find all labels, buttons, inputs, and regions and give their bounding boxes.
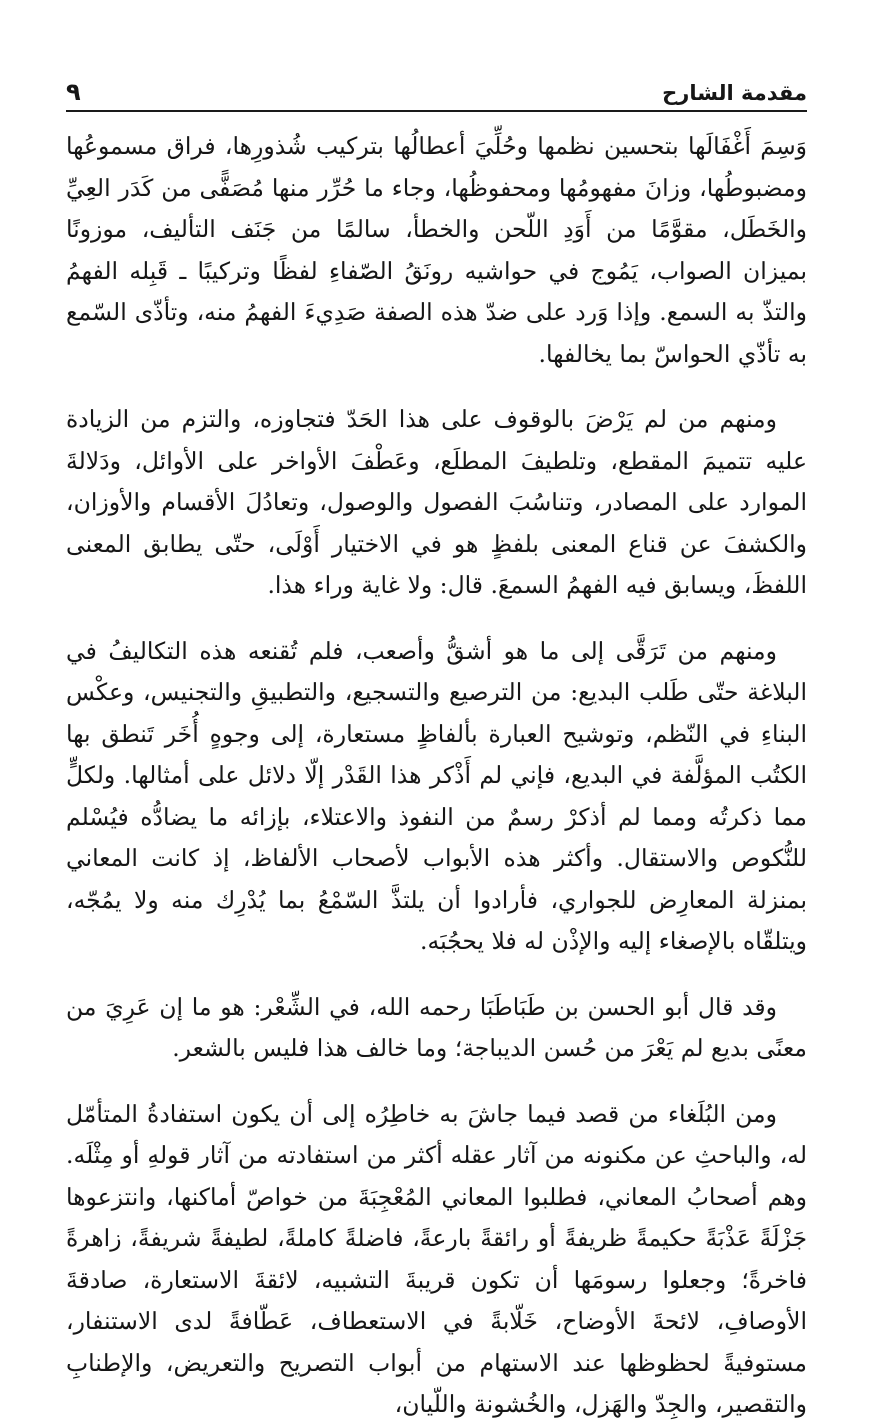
- page-number: ٩: [66, 78, 81, 106]
- paragraph: ومنهم من لم يَرْضَ بالوقوف على هذا الحَدّ فتجاوزه، والتزم من الزيادة عليه تتميمَ المقطع، وتلطيفَ المطلَع، وعَطْفَ الأواخر على الأوائل، ودَلالةَ الموارد على المصادر، وتناسُبَ الفصول والوصول، وتعادُلَ الأقسام والأوزان، والكشفَ عن قناع المعنى بلفظٍ هو في الاختيار أَوْلَى، حتّى يطابق المعنى اللفظَ، ويسابق فيه الفهمُ السمعَ. قال: ولا غاية وراء هذا.: [66, 405, 807, 599]
- paragraph: ومنهم من تَرَقَّى إلى ما هو أشقُّ وأصعب، فلم تُقنعه هذه التكاليفُ في البلاغة حتّى طَلب البديع: من الترصيع والتسجيع، والتطبيقِ والتجنيس، وعكْس البناءِ في النّظم، وتوشيح العبارة بألفاظٍ مستعارة، إلى وجوهٍ أُخَر تَنطق بها الكتُب المؤلَّفة في البديع، فإني لم أَذْكر هذا القَدْر إلّا دلائل على أمثالها. ولكلٍّ مما ذكرتُه ومما لم أذكرْ رسمٌ من النفوذ والاعتلاء، بإزائه ما يضادُّه فيُسْلم للنُّكوص والاستقال. وأكثر هذه الأبواب لأصحاب الألفاظ، إذ كانت المعاني بمنزلة المعارِض للجواري، فأرادوا أن يلتذَّ السّمْعُ بما يُدْرِك منه ولا يمُجّه، ويتلقّاه بالإصغاء إليه والإذْن له فلا يحجُبَه.: [66, 636, 807, 955]
- paragraph: ومن البُلَغاء من قصد فيما جاشَ به خاطِرُه إلى أن يكون استفادةُ المتأمّل له، والباحثِ عن مكنونه من آثار عقله أكثر من استفادته من آثار قولهِ أو مِثْلَه. وهم أصحابُ المعاني، فطلبوا المعاني المُعْجِبَةَ من خواصّ أماكنها، وانتزعوها جَزْلَةً عَذْبَةً حكيمةً ظريفةً أو رائقةً بارعةً، فاضلةً كاملةً، لطيفةً شريفةً، زاهرةً فاخرةً؛ وجعلوا رسومَها أن تكون قريبةَ التشبيه، لائقةَ الاستعارة، صادقةَ الأوصافِ، لائحةَ الأوضاح، خَلّابةً في الاستعطاف، عَطّافةً لدى الاستنفار، مستوفيةً لحظوظها عند الاستهام من أبواب التصريح والتعريض، والإطنابِ والتقصير، والجِدّ والهَزل، والخُشونة واللّيان،: [66, 1099, 807, 1418]
- body-text: [66, 126, 807, 1426]
- page-header: [66, 72, 807, 112]
- paragraph: وقد قال أبو الحسن بن طَبَاطَبَا رحمه الله، في الشِّعْر: هو ما إن عَرِيَ من معنًى بديع لم يَعْرَ من حُسن الديباجة؛ وما خالف هذا فليس بالشعر.: [66, 992, 807, 1062]
- running-title: مقدمة الشارح: [662, 81, 807, 105]
- paragraph: وَسِمَ أَغْفَالَها بتحسين نظمها وحُلِّيَ أعطالُها بتركيب شُذورِها، فراق مسموعُها ومضبوطُها، وزانَ مفهومُها ومحفوظُها، وجاء ما حُرِّر منها مُصَفًّى من كَدَر العِيِّ والخَطَل، مقوَّمًا من أَوَدِ اللّحن والخطأ، سالمًا من جَنَف التأليف، موزونًا بميزان الصواب، يَمُوج في حواشيه رونَقُ الصّفاءِ لفظًا وتركيبًا ـ قَبِله الفهمُ والتذّ به السمع. وإذا وَرد على ضدّ هذه الصفة صَدِيءَ الفهمُ منه، وتأذّى السّمع به تأذّي الحواسّ بما يخالفها.: [66, 132, 807, 368]
